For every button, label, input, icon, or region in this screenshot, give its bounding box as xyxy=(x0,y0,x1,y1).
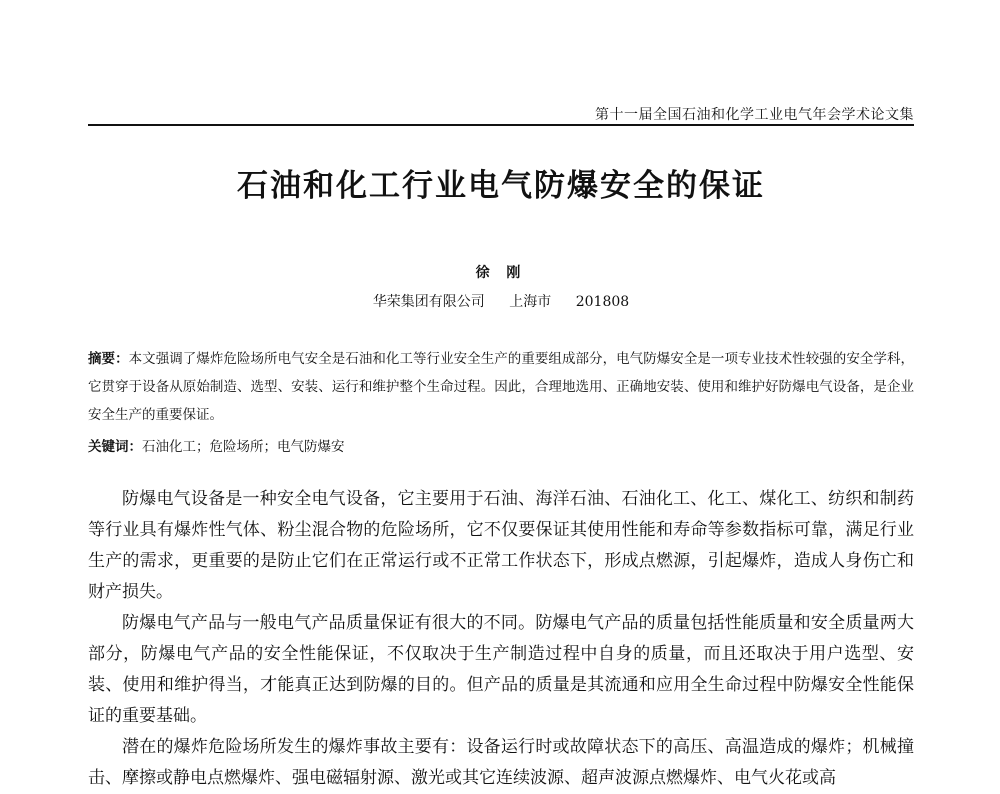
keywords xyxy=(88,433,914,461)
keywords-text: 石油化工；危险场所；电气防爆安 xyxy=(142,439,345,455)
author-name: 徐 刚 xyxy=(475,265,527,281)
header-rule xyxy=(88,124,914,126)
abstract xyxy=(88,345,914,429)
affiliation-postcode: 201808 xyxy=(575,294,630,310)
body-paragraph: 防爆电气产品与一般电气产品质量保证有很大的不同。防爆电气产品的质量包括性能质量和安全质量两大部分，防爆电气产品的安全性能保证，不仅取决于生产制造过程中自身的质量，而且还取决于用户选型、安装、使用和维护得当，才能真正达到防爆的目的。但产品的质量是其流通和应用全生命过程中防爆安全性能保证的重要基础。 xyxy=(88,613,914,726)
affiliation-organization: 华荣集团有限公司 xyxy=(372,294,485,310)
abstract-label: 摘要： xyxy=(88,351,129,367)
affiliation xyxy=(88,291,914,311)
affiliation-city: 上海市 xyxy=(509,294,552,310)
paper-title: 石油和化工行业电气防爆安全的保证 xyxy=(237,168,765,204)
running-header: 第十一届全国石油和化学工业电气年会学术论文集 xyxy=(595,107,914,123)
abstract-text: 本文强调了爆炸危险场所电气安全是石油和化工等行业安全生产的重要组成部分，电气防爆安全是一项专业技术性较强的安全学科，它贯穿于设备从原始制造、选型、安装、运行和维护整个生命过程。因此，合理地选用、正确地安装、使用和维护好防爆电气设备，是企业安全生产的重要保证。 xyxy=(88,351,914,423)
body-text xyxy=(88,484,914,794)
body-paragraph: 防爆电气设备是一种安全电气设备，它主要用于石油、海洋石油、石油化工、化工、煤化工、纺织和制药等行业具有爆炸性气体、粉尘混合物的危险场所，它不仅要保证其使用性能和寿命等参数指标可靠，满足行业生产的需求，更重要的是防止它们在正常运行或不正常工作状态下，形成点燃源，引起爆炸，造成人身伤亡和财产损失。 xyxy=(88,489,914,602)
keywords-label: 关键词： xyxy=(88,439,142,455)
body-paragraph: 潜在的爆炸危险场所发生的爆炸事故主要有：设备运行时或故障状态下的高压、高温造成的爆炸；机械撞击、摩擦或静电点燃爆炸、强电磁辐射源、激光或其它连续波源、超声波源点燃爆炸、电气火花或高 xyxy=(88,737,914,788)
